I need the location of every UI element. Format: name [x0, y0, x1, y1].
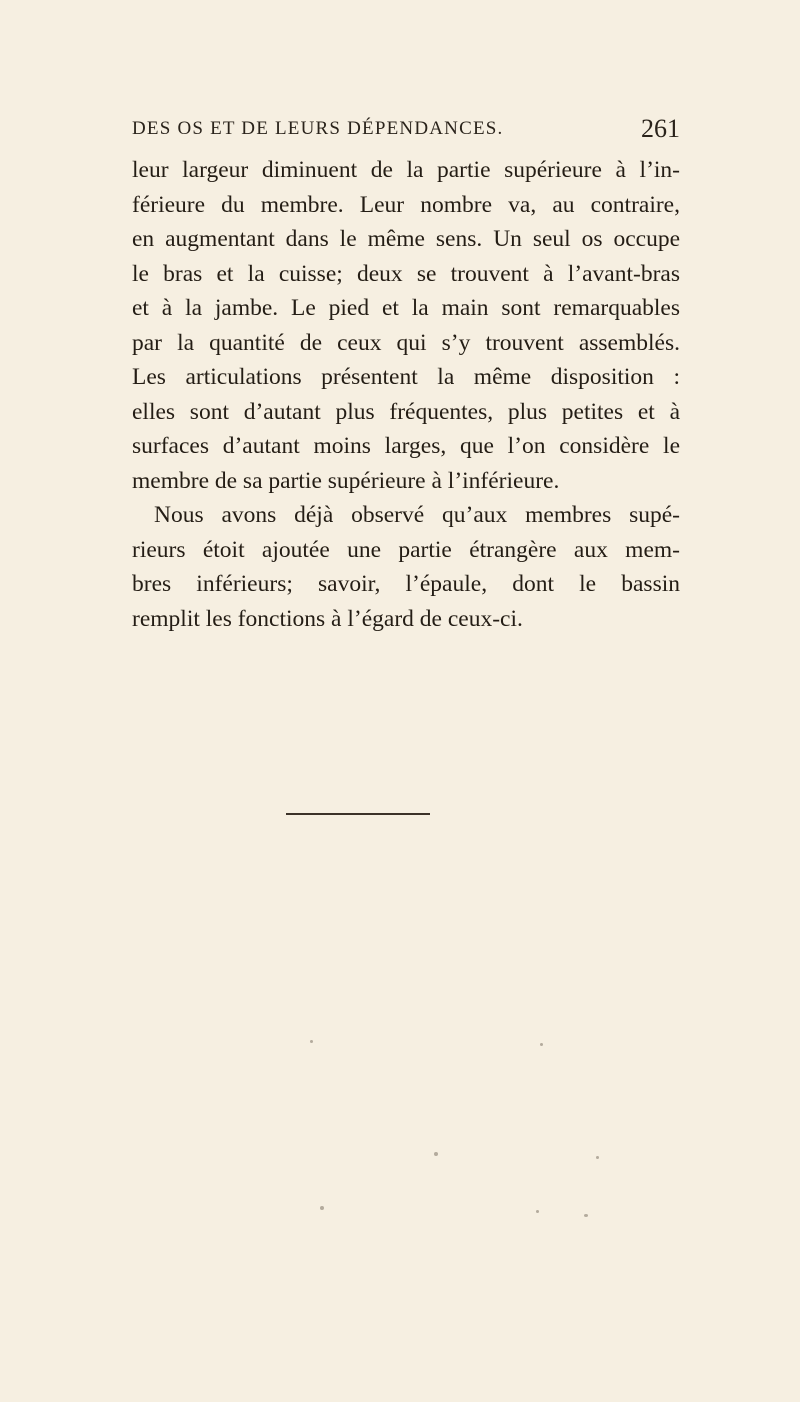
text-line: par la quantité de ceux qui s’y trouvent assemblés.	[132, 329, 680, 356]
paper-speck	[596, 1156, 599, 1159]
paper-speck	[320, 1206, 324, 1210]
paper-speck	[536, 1210, 539, 1213]
paragraph	[132, 153, 680, 498]
text-line: rieurs étoit ajoutée une partie étrangère aux mem-	[132, 536, 680, 563]
paper-speck	[434, 1152, 438, 1156]
text-line: surfaces d’autant moins larges, que l’on considère le	[132, 433, 680, 459]
section-end-rule	[286, 813, 430, 815]
page-number: 261	[641, 114, 680, 143]
running-head	[132, 114, 680, 144]
paper-speck	[310, 1040, 313, 1043]
text-line: Nous avons déjà observé qu’aux membres supé-	[154, 502, 680, 528]
text-line: leur largeur diminuent de la partie supérieure à l’in-	[132, 157, 680, 183]
paper-speck	[540, 1043, 543, 1046]
text-line: Les articulations présentent la même disposition :	[132, 364, 680, 390]
text-line: en augmentant dans le même sens. Un seul os occupe	[132, 226, 680, 252]
text-line: elles sont d’autant plus fréquentes, plus petites et à	[132, 398, 680, 425]
body-text	[132, 153, 680, 636]
text-line: membre de sa partie supérieure à l’inférieure.	[132, 467, 560, 494]
text-line: et à la jambe. Le pied et la main sont remarquables	[132, 295, 680, 321]
running-title: DES OS ET DE LEURS DÉPENDANCES.	[132, 118, 504, 139]
text-line: remplit les fonctions à l’égard de ceux-ci.	[132, 605, 523, 632]
text-line: bres inférieurs; savoir, l’épaule, dont le bassin	[132, 571, 680, 597]
paragraph	[132, 498, 680, 636]
paper-speck	[584, 1214, 588, 1217]
text-line: férieure du membre. Leur nombre va, au contraire,	[132, 191, 680, 218]
text-line: le bras et la cuisse; deux se trouvent à l’avant-bras	[132, 260, 680, 287]
